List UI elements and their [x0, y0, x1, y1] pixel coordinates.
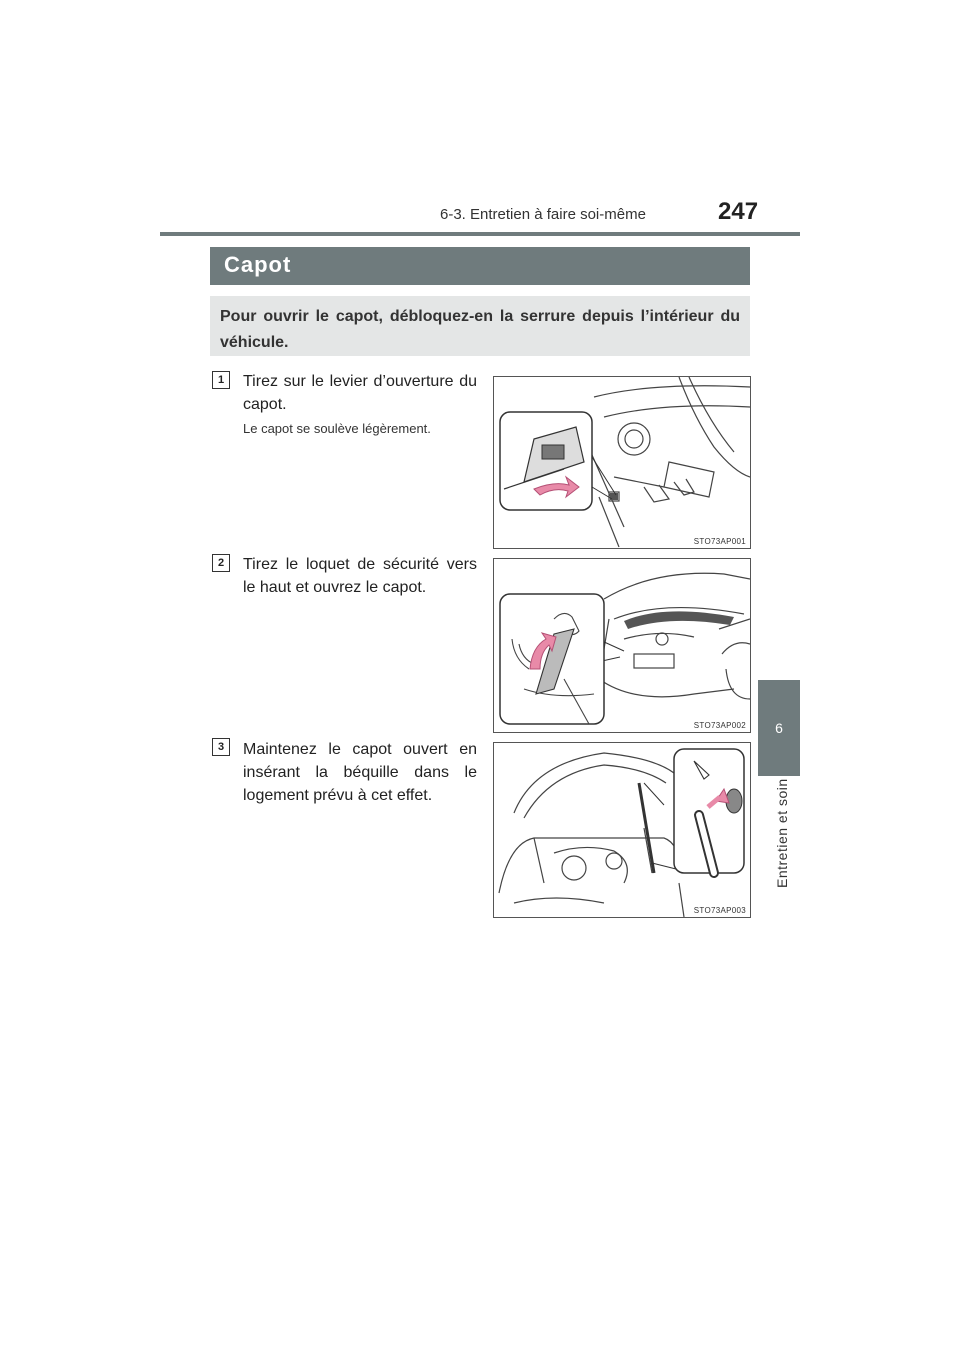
car-front-illustration	[494, 559, 750, 732]
figure-hood-support-rod	[493, 742, 751, 918]
dashboard-illustration	[494, 377, 750, 548]
step-text: Tirez sur le levier d’ouverture du capot.	[243, 373, 477, 413]
figure-code: STO73AP002	[693, 721, 746, 730]
section-title: Capot	[224, 252, 292, 277]
step-note: Le capot se soulève légèrement.	[243, 421, 431, 436]
step-number-badge: 2	[212, 554, 230, 572]
step-number-badge: 3	[212, 738, 230, 756]
intro-text: Pour ouvrir le capot, débloquez-en la serrure depuis l’intérieur du véhicule.	[220, 308, 740, 351]
intro-box	[210, 296, 750, 356]
header-rule	[160, 232, 800, 236]
step-text: Tirez le loquet de sécurité vers le haut et ouvrez le capot.	[243, 556, 477, 596]
open-hood-illustration	[494, 743, 750, 917]
figure-hood-release-lever	[493, 376, 751, 549]
section-title-bar	[210, 247, 750, 285]
figure-safety-catch	[493, 558, 751, 733]
figure-code: STO73AP003	[693, 906, 746, 915]
chapter-tab: 6	[758, 680, 800, 776]
chapter-title: Entretien et soin	[774, 778, 790, 888]
page-number: 247	[718, 198, 759, 225]
step-number-badge: 1	[212, 371, 230, 389]
figure-code: STO73AP001	[693, 537, 746, 546]
chapter-side-label	[770, 778, 794, 890]
step-text: Maintenez le capot ouvert en insérant la béquille dans le logement prévu à cet effet.	[243, 741, 477, 804]
running-header-section: 6-3. Entretien à faire soi-même	[440, 206, 646, 223]
